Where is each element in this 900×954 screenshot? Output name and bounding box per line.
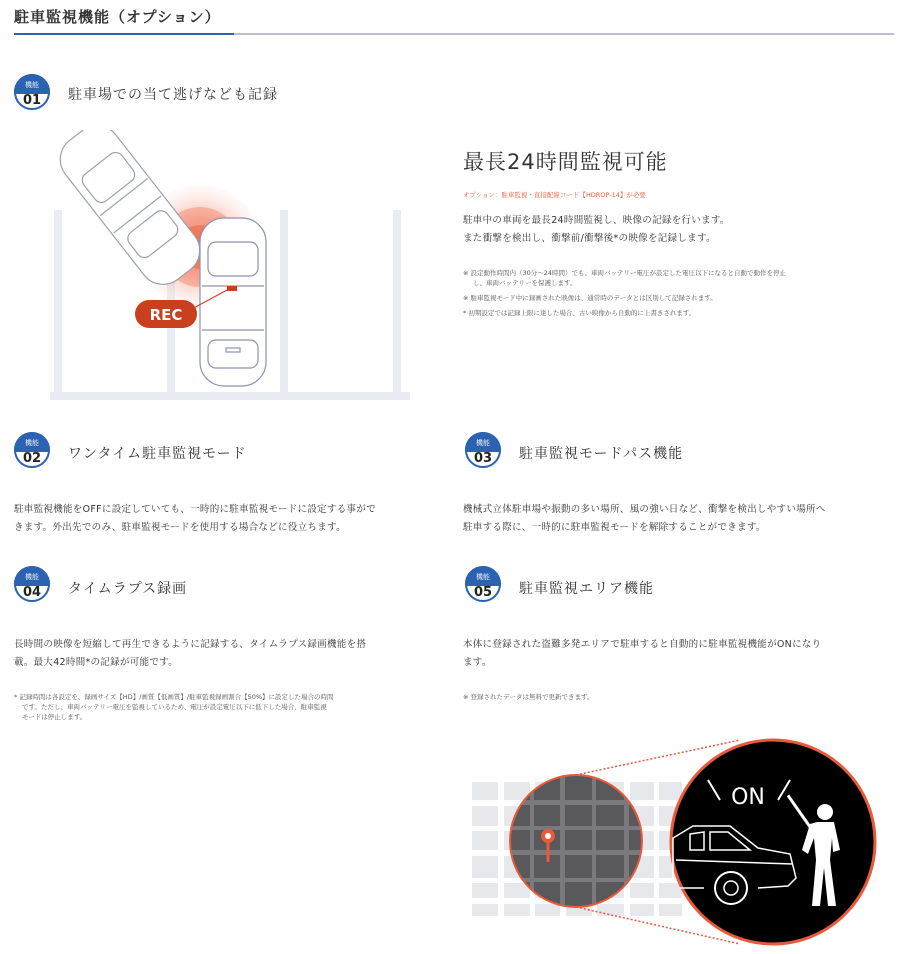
feature-04-title: タイムラプス録画 xyxy=(68,581,188,597)
badge-label: 機能 xyxy=(465,432,501,452)
feature-03-badge xyxy=(465,432,501,468)
feature-01-badge xyxy=(14,74,50,110)
feature-02-badge xyxy=(14,432,50,468)
feature-03-title: 駐車監視モードパス機能 xyxy=(519,446,684,462)
feature-04-notes: * 記録時間は各設定を、録画サイズ【HD】/画質【低画質】/駐車監視録画割合【50%】に設定した場合の時間 です。ただし、車両バッテリー電圧を監視しているため、電圧が設定電圧以下に低下した場合、駐車監視 モードは停止します。 xyxy=(14,693,334,721)
feature-01-description: 駐車中の車両を最長24時間監視し、映像の記録を行います。 また衝撃を検出し、衝撃前/衝撃後*の映像を記録します。 xyxy=(463,215,730,244)
dashcam-marker xyxy=(227,286,237,291)
badge-number: 05 xyxy=(473,585,493,600)
feature-05-note: ※ 登録されたデータは無料で更新できます。 xyxy=(463,693,594,701)
parking-lot-illustration xyxy=(40,130,420,405)
title-divider-accent xyxy=(14,33,234,35)
badge-number: 04 xyxy=(22,585,42,600)
rec-label: REC xyxy=(149,306,183,324)
feature-01-notes: ※ 設定動作時間内（30分〜24時間）でも、車両バッテリー電圧が設定した電圧以下になると自動で動作を停止 し、車両バッテリーを保護します。 ※ 駐車監視モード中に録画された映像は、通常時のデータとは区別して記録されます。 * 初期設定では記録上限に達した場合、古い映像から自動的に上書きされます。 xyxy=(463,269,787,317)
option-note: オプション：駐車監視・直接配線コード【HDROP-14】が必要 xyxy=(463,191,646,199)
on-circle xyxy=(671,740,875,944)
feature-01-heading: 最長24時間監視可能 xyxy=(463,150,668,174)
feature-03-body: 機械式立体駐車場や振動の多い場所、風の強い日など、衝撃を検出しやすい場所へ 駐車する際に、一時的に駐車監視モードを解除することができます。 xyxy=(463,504,826,533)
on-label: ON xyxy=(731,785,765,810)
feature-05-title: 駐車監視エリア機能 xyxy=(519,581,654,597)
feature-02-title: ワンタイム駐車監視モード xyxy=(68,446,247,462)
badge-label: 機能 xyxy=(14,566,50,586)
feature-05-badge xyxy=(465,566,501,602)
feature-05-body: 本体に登録された盗難多発エリアで駐車すると自動的に駐車監視機能がONになり ます。 xyxy=(463,639,822,668)
feature-04-badge xyxy=(14,566,50,602)
badge-number: 01 xyxy=(22,93,42,108)
badge-number: 02 xyxy=(22,451,42,466)
feature-04-body: 長時間の映像を短縮して再生できるように記録する、タイムラプス録画機能を搭 載。最大42時間*の記録が可能です。 xyxy=(14,639,367,668)
badge-number: 03 xyxy=(473,451,493,466)
parking-area-illustration xyxy=(468,738,888,948)
badge-label: 機能 xyxy=(14,432,50,452)
feature-02-body: 駐車監視機能をOFFに設定していても、一時的に駐車監視モードに設定する事がで きます。外出先でのみ、駐車監視モードを使用する場合などに役立ちます。 xyxy=(14,504,376,533)
feature-01-title: 駐車場での当て逃げなども記録 xyxy=(68,87,278,103)
badge-label: 機能 xyxy=(14,74,50,94)
badge-label: 機能 xyxy=(465,566,501,586)
page-title: 駐車監視機能（オプション） xyxy=(14,8,221,26)
parked-car xyxy=(200,218,266,386)
